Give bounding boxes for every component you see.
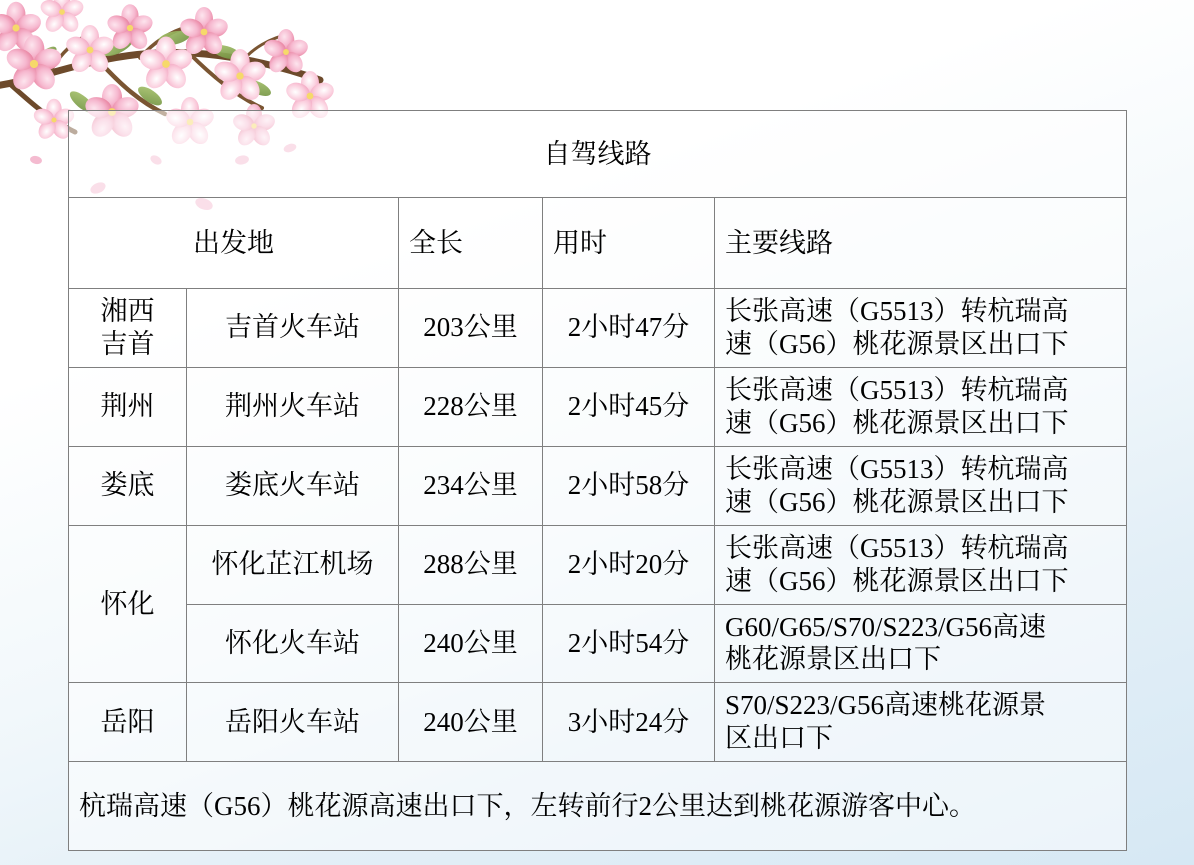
cell-distance: 288公里 [399,525,543,604]
cell-route-line1: S70/S223/G56高速桃花源景 [725,690,1047,721]
cell-station: 荆州火车站 [187,367,399,446]
cell-city-line1: 湘西 [100,296,155,326]
cell-station: 吉首火车站 [187,289,399,368]
cell-city: 岳阳 [69,683,187,762]
cell-route [715,604,1127,683]
cell-station: 岳阳火车站 [187,683,399,762]
cell-route [715,289,1127,368]
cell-route-line1: 长张高速（G5513）转杭瑞高 [725,532,1069,563]
cell-station: 娄底火车站 [187,446,399,525]
column-header-origin: 出发地 [69,198,399,289]
cell-distance: 240公里 [399,604,543,683]
cell-distance: 234公里 [399,446,543,525]
cell-route-line1: 长张高速（G5513）转杭瑞高 [725,296,1069,326]
cell-station: 怀化芷江机场 [187,525,399,604]
table-title: 自驾线路 [69,111,1127,198]
table-footer-note: 杭瑞高速（G56）桃花源高速出口下，左转前行2公里达到桃花源游客中心。 [69,762,1127,851]
self-drive-route-table [68,110,1127,851]
column-header-duration: 用时 [543,198,715,289]
cell-duration: 2小时58分 [543,446,715,525]
table-row [69,604,1127,683]
cell-duration: 2小时45分 [543,367,715,446]
table-row [69,367,1127,446]
cell-duration: 2小时47分 [543,289,715,368]
table-title-row [69,111,1127,198]
table-row [69,525,1127,604]
cell-city [69,289,187,368]
cell-route-line2: 速（G56）桃花源景区出口下 [725,328,1069,359]
table-row [69,289,1127,368]
cell-distance: 203公里 [399,289,543,368]
route-table-container [68,110,1126,851]
table-row [69,683,1127,762]
cell-route-line2: 桃花源景区出口下 [725,644,941,675]
cell-route [715,446,1127,525]
cell-route [715,683,1127,762]
cell-city: 荆州 [69,367,187,446]
cell-station: 怀化火车站 [187,604,399,683]
cell-duration: 2小时20分 [543,525,715,604]
cell-route [715,525,1127,604]
cell-route-line1: G60/G65/S70/S223/G56高速 [725,611,1047,642]
table-footer-row [69,762,1127,851]
cell-route-line2: 速（G56）桃花源景区出口下 [725,407,1069,438]
cell-route-line2: 区出口下 [725,723,833,754]
cell-city: 娄底 [69,446,187,525]
cell-route-line1: 长张高速（G5513）转杭瑞高 [725,453,1069,484]
table-row [69,446,1127,525]
cell-route-line2: 速（G56）桃花源景区出口下 [725,565,1069,596]
cell-duration: 2小时54分 [543,604,715,683]
cell-distance: 240公里 [399,683,543,762]
cell-distance: 228公里 [399,367,543,446]
cell-duration: 3小时24分 [543,683,715,762]
cell-route-line1: 长张高速（G5513）转杭瑞高 [725,374,1069,405]
cell-city: 怀化 [69,525,187,683]
column-header-route: 主要线路 [715,198,1127,289]
cell-city-line2: 吉首 [100,328,155,359]
column-header-distance: 全长 [399,198,543,289]
cell-route [715,367,1127,446]
cell-route-line2: 速（G56）桃花源景区出口下 [725,486,1069,517]
table-header-row [69,198,1127,289]
